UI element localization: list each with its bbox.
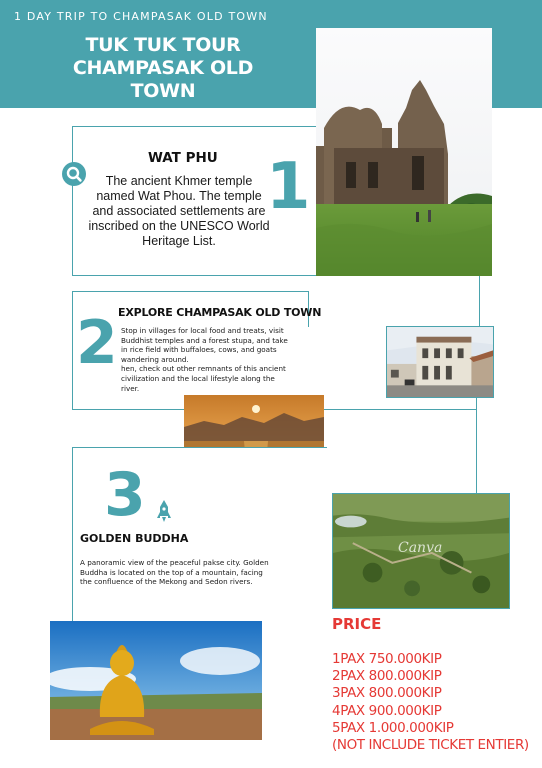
description-line: Buddhist temples and a forest stupa, and take	[121, 335, 288, 345]
description-line: Stop in villages for local food and treats, visit	[121, 326, 284, 335]
description-line: and associated settlements are	[92, 204, 266, 218]
stop-description-3	[80, 558, 320, 587]
stop-description-2	[121, 326, 307, 393]
description-line: A panoramic view of the peaceful pakse city. Golden	[80, 558, 269, 567]
description-line: wandering around.	[121, 354, 189, 364]
price-item: 5PAX 1.000.000KIP	[332, 719, 454, 736]
rocket-icon	[157, 499, 171, 523]
title-line-2: CHAMPASAK OLD TOWN	[72, 57, 254, 102]
description-line: Heritage List.	[142, 234, 216, 248]
trip-subtitle: 1 DAY TRIP TO CHAMPASAK OLD TOWN	[14, 10, 268, 23]
description-line: inscribed on the UNESCO World	[88, 219, 270, 233]
description-line: The ancient Khmer temple	[105, 174, 253, 188]
stop-number-2: 2	[76, 308, 118, 378]
stop-title-1: WAT PHU	[148, 150, 218, 166]
stop-number-1: 1	[266, 150, 311, 224]
stop-title-2: EXPLORE CHAMPASAK OLD TOWN	[118, 306, 322, 319]
stop-description-1	[82, 174, 276, 249]
stop-title-3: GOLDEN BUDDHA	[80, 532, 189, 545]
price-item: 2PAX 800.000KIP	[332, 668, 442, 685]
description-line: hen, check out other remnants of this ancient	[121, 364, 286, 374]
description-line: Buddha is located on the top of a mountain, facing	[80, 567, 263, 577]
description-line: the confluence of the Mekong and Sedon rivers.	[80, 577, 253, 587]
stop-number-3: 3	[104, 460, 146, 530]
price-item: 1PAX 750.000KIP	[332, 651, 442, 667]
price-item: 4PAX 900.000KIP	[332, 702, 442, 719]
title-line-1: TUK TUK TOUR	[85, 34, 241, 56]
connector-line	[476, 398, 477, 496]
watermark-text: Canva	[398, 540, 443, 556]
price-list	[332, 651, 529, 754]
wat-phu-photo	[316, 28, 492, 276]
price-title: PRICE	[332, 615, 382, 633]
connector-line	[307, 409, 477, 410]
page-title	[38, 34, 288, 103]
description-line: named Wat Phou. The temple	[96, 189, 262, 203]
description-line: in rice field with buffaloes, cows, and goats	[121, 345, 277, 355]
old-town-photo	[386, 326, 494, 398]
golden-buddha-photo	[50, 621, 262, 740]
price-item: 3PAX 800.000KIP	[332, 685, 442, 702]
description-line: river.	[121, 383, 140, 393]
description-line: civilization and the local lifestyle along the	[121, 373, 275, 383]
price-note: (NOT INCLUDE TICKET ENTIER)	[332, 737, 529, 754]
